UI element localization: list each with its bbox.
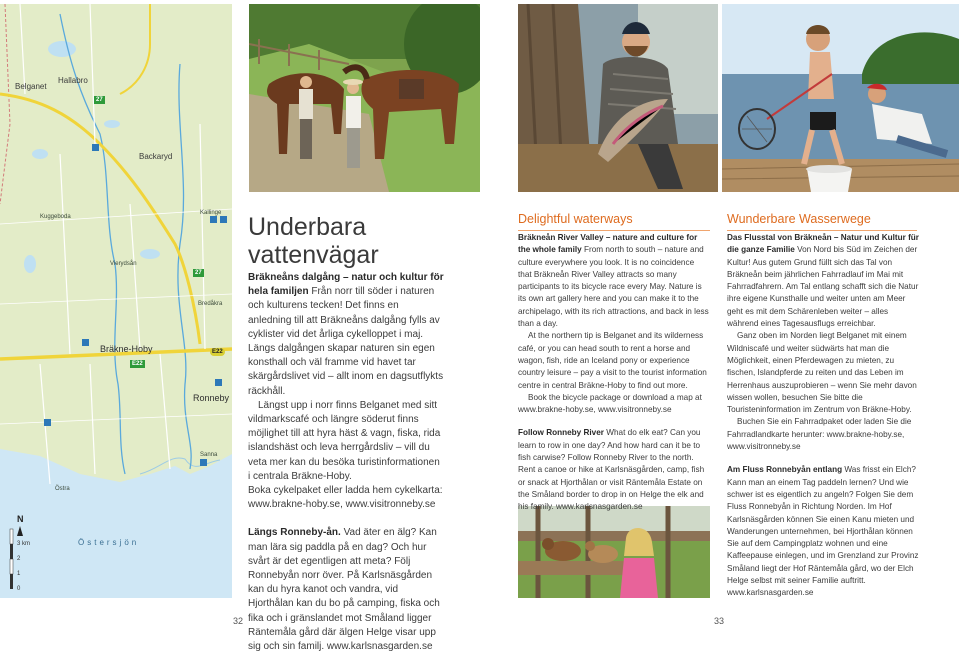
horses-photo bbox=[249, 4, 480, 192]
tourist-icon bbox=[44, 419, 51, 426]
page-number-right: 33 bbox=[714, 616, 725, 626]
scale-label-0: 0 bbox=[17, 586, 21, 592]
road-27-badge: 27 bbox=[96, 97, 103, 103]
english-heading: Delightful waterways bbox=[518, 212, 633, 226]
swedish-p4-body: Vad äter en älg? Kan man lära sig paddla på en dag? Och hur svårt är det egentligen att meta? Följ Ronnebyån norr över. På Karlsnäsgården kan du hyra kanot och vandra, vid Hjorthålan kan du bo på camping, fiska och fika och i gränslandet mot Småland ligger Räntemåla gård där älgen Helge visar upp sig och sin familj. www.karlsnasgarden.se bbox=[248, 527, 440, 653]
road-e22-badge: E22 bbox=[132, 361, 143, 367]
tourist-icon bbox=[92, 144, 99, 151]
german-p4-body: Was frisst ein Elch? Kann man an einem Tag paddeln lernen? Und wie schwer ist es eigentlich zu angeln? Folgen Sie dem Fluss Ronnebyån in Richtung Norden. Im Hof Karlsnäsgården können Sie einen Kanu mieten und Wanderungen unternehmen, bei Hjorthålan können Sie auf dem Campingplatz wohnen und eine Kaffeepause einlegen, und im Grenzland zur Provinz Småland liegt der Hof Räntemåla gård, wo der Elch Helge selbst mit seiner Familie auftritt. www.karlsnasgarden.se bbox=[727, 465, 919, 598]
english-paragraph-2: At the northern tip is Belganet and its wilderness café, or you can head south to rent a horse and wagon, fish, ride an Iceland pony or experience country leisure – pay a visit to the tourist information centre in central Bräkne-Hoby to find out more. bbox=[518, 331, 707, 390]
english-p1-lead: Bräkneån River Valley – nature and culture for the whole family bbox=[518, 233, 698, 255]
german-paragraph-3: Buchen Sie ein Fahrradpaket oder laden Sie die Fahrradlandkarte herunter: www.brakne-hoby.se, www.visitronneby.se bbox=[727, 417, 912, 452]
place-kuggeboda: Kuggeboda bbox=[40, 214, 71, 220]
place-ostra: Östra bbox=[55, 486, 70, 492]
place-belganet: Belganet bbox=[15, 82, 47, 91]
english-heading-rule bbox=[518, 230, 710, 231]
english-p1-body: From north to south – nature and culture everywhere you look. It is no coincidence that Bräkneån River Valley attracts so many participants to its bicycle race every May. Nature is its own art gallery here and you can make it to the archipelago, with its rich attractions, and back in less than a day. bbox=[518, 245, 709, 329]
scale-label-2: 2 bbox=[17, 556, 21, 562]
german-heading-rule bbox=[727, 230, 917, 231]
german-paragraph-2: Ganz oben im Norden liegt Belganet mit einem Wildniscafé und weiter südwärts hat man die Möglichkeit, einen Pferdewagen zu mieten, zu fischen, Islandpferde zu reiten und das Leben im Herrenhaus auszuprobieren – wenn Sie mehr davon wissen wollen, besuchen Sie bitte die Touristeninformation im Zentrum von Bräkne-Hoby. bbox=[727, 331, 917, 415]
tourist-icon bbox=[215, 379, 222, 386]
swedish-body bbox=[248, 271, 444, 654]
road-27b-badge: 27 bbox=[195, 270, 202, 276]
swedish-paragraph-3: Boka cykelpaket eller ladda hem cykelkarta: www.brakne-hoby.se, www.visitronneby.se bbox=[248, 485, 443, 511]
german-heading: Wunderbare Wasserwege bbox=[727, 212, 871, 226]
german-paragraph-1 bbox=[727, 232, 919, 330]
scale-label-3km: 3 km bbox=[17, 541, 31, 547]
place-ronneby: Ronneby bbox=[193, 393, 230, 403]
swedish-paragraph-2: Längst upp i norr finns Belganet med sitt vildmarkscafé och längre söderut finns möjlighet till att hyra häst & vagn, fiska, rida islandshäst och leva herrgårdsliv – vill du veta mer kan du besöka turistinformationen i centrala Bräkne-Hoby. bbox=[248, 399, 441, 482]
place-kallinge: Kallinge bbox=[200, 210, 222, 216]
swedish-title-line2: vattenvägar bbox=[248, 241, 379, 269]
place-ostersjon: Östersjön bbox=[78, 538, 140, 547]
english-paragraph-1 bbox=[518, 232, 710, 330]
english-paragraph-3: Book the bicycle package or download a map at www.brakne-hoby.se, www.visitronneby.se bbox=[518, 392, 702, 415]
goats-photo bbox=[518, 506, 710, 598]
tourist-icon bbox=[82, 339, 89, 346]
place-vierydsan: Vierydsån bbox=[110, 261, 137, 267]
english-p4-body: What do elk eat? Can you learn to row in one day? And how hard can it be to fish carwise? Follow Ronneby River to the north. Rent a canoe or hike at Karlsnäsgården, camp, fish or snack at Hjorthålan or visit Räntemåla Estate on the Småland border to drop in on Helge the elk and his family. www.karlsnasgarden.se bbox=[518, 428, 705, 512]
english-body bbox=[518, 232, 710, 514]
swedish-p1-body: Från norr till söder i naturen och kulturens tecken! Det finns en anledning till att Bräkneåns dalgång fylls av cyklister vid det årliga cykelloppet i maj. Längs dalgången skapar naturen sin egen konsthall och väl framme vid havet tar skärgårdslivet vid – allt inom en dagsutflykts räckhåll. bbox=[248, 286, 444, 397]
swedish-paragraph-1 bbox=[248, 271, 444, 399]
german-paragraph-4 bbox=[727, 464, 919, 599]
region-map bbox=[0, 4, 232, 598]
english-paragraph-4 bbox=[518, 427, 710, 513]
swedish-title-line1: Underbara bbox=[248, 213, 367, 241]
german-p1-body: Von Nord bis Süd im Zeichen der Kultur! Aus gutem Grund füllt sich das Tal von Bräkneån beim jährlichen Fahrradlauf im Mai mit Fahrradfahrern. Am Tal entlang schafft sich die Natur ihre eigene Kunsthalle und weiter unten am Meer geht es mit dem Schärenleben weiter – alles während eines Tagesausflugs erreichbar. bbox=[727, 245, 919, 329]
tourist-icon bbox=[220, 216, 227, 223]
place-bredakra: Bredåkra bbox=[198, 301, 223, 307]
place-brakne-hoby: Bräkne-Hoby bbox=[100, 344, 153, 354]
north-arrow-label: N bbox=[17, 514, 24, 524]
english-p4-lead: Follow Ronneby River bbox=[518, 428, 604, 438]
place-backaryd: Backaryd bbox=[139, 152, 173, 161]
road-e22b-badge: E22 bbox=[212, 349, 223, 355]
german-p4-lead: Am Fluss Ronnebyån entlang bbox=[727, 465, 843, 475]
german-p1-lead: Das Flusstal von Bräkneån – Natur und Kultur für die ganze Familie bbox=[727, 233, 919, 255]
place-sanna: Sanna bbox=[200, 452, 218, 458]
german-body bbox=[727, 232, 919, 600]
fisherman-photo bbox=[518, 4, 718, 192]
swedish-title bbox=[248, 213, 448, 269]
scale-label-1: 1 bbox=[17, 571, 21, 577]
place-hallabro: Hallabro bbox=[58, 76, 88, 85]
tourist-icon bbox=[200, 459, 207, 466]
swedish-paragraph-4 bbox=[248, 526, 444, 654]
swedish-p1-lead: Bräkneåns dalgång – natur och kultur för hela familjen bbox=[248, 272, 444, 298]
swedish-p4-lead: Längs Ronneby-ån. bbox=[248, 527, 341, 539]
page-number-left: 32 bbox=[233, 616, 244, 626]
kids-lake-photo bbox=[722, 4, 959, 192]
tourist-icon bbox=[210, 216, 217, 223]
